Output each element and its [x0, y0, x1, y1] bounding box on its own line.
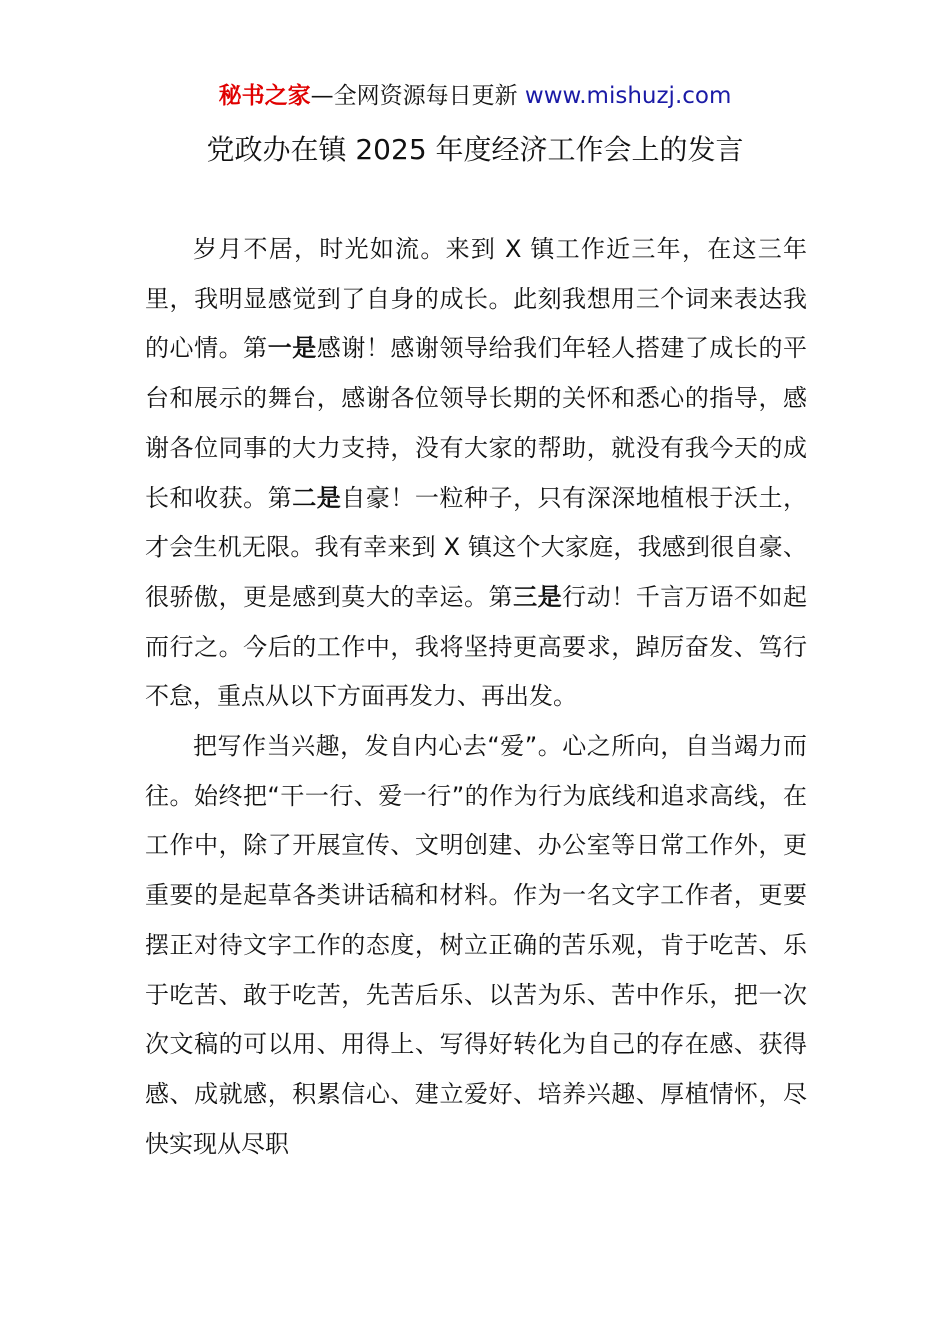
site-url-link[interactable]: www.mishuzj.com — [524, 83, 732, 109]
paragraph-1-text-c: 自豪！一粒种子，只有深深地植根于沃土，才会生机无限。我有幸来到 X 镇这个大家庭，我感到很自豪、很骄傲，更是感到莫大的幸运。第 — [145, 483, 808, 611]
emphasis-second: 二是 — [292, 483, 342, 512]
paragraph-1 — [145, 225, 807, 722]
site-tagline: —全网资源每日更新 — [310, 83, 518, 109]
paragraph-1-text-a: 岁月不居，时光如流。来到 X 镇工作近三年，在这三年里，我明显感觉到了自身的成长。此刻我想用三个词来表达我的心情。第 — [145, 235, 807, 363]
document-title: 党政办在镇 2025 年度经济工作会上的发言 — [206, 133, 744, 166]
site-header — [0, 80, 950, 112]
emphasis-third: 三是 — [513, 582, 563, 611]
emphasis-first: 一是 — [267, 334, 317, 363]
site-brand: 秘书之家 — [218, 83, 311, 109]
paragraph-1-text-d: 行动！千言万语不如起而行之。今后的工作中，我将坚持更高要求，踔厉奋发、笃行不怠，重点从以下方面再发力、再出发。 — [145, 582, 808, 711]
paragraph-1-text-b: 感谢！感谢领导给我们年轻人搭建了成长的平台和展示的舞台，感谢各位领导长期的关怀和悉心的指导，感谢各位同事的大力支持，没有大家的帮助，就没有我今天的成长和收获。第 — [145, 334, 808, 512]
document-body — [145, 225, 807, 1169]
paragraph-2: 把写作当兴趣，发自内心去“爱”。心之所向，自当竭力而往。始终把“干一行、爱一行”的作为行为底线和追求高线，在工作中，除了开展宣传、文明创建、办公室等日常工作外，更重要的是起草各类讲话稿和材料。作为一名文字工作者，更要摆正对待文字工作的态度，树立正确的苦乐观，肯于吃苦、乐于吃苦、敢于吃苦，先苦后乐、以苦为乐、苦中作乐，把一次次文稿的可以用、用得上、写得好转化为自己的存在感、获得感、成就感，积累信心、建立爱好、培养兴趣、厚植情怀，尽快实现从尽职 — [145, 732, 807, 1158]
